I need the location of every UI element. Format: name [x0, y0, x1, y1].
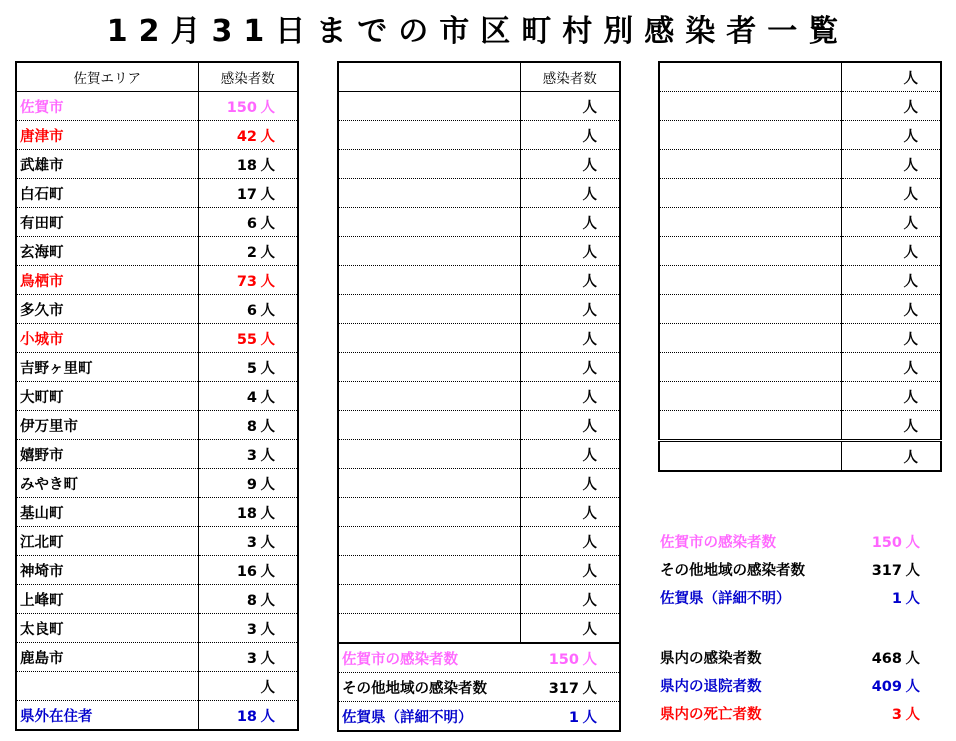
unit-label: 人: [260, 708, 275, 725]
table-row: [16, 585, 298, 614]
table-row: [659, 411, 941, 441]
table-row: [16, 179, 298, 208]
area-table-2: [337, 61, 621, 732]
case-count-cell: [841, 411, 941, 441]
unit-label: 人: [582, 389, 597, 406]
case-count-cell: [198, 324, 298, 353]
table-row: [16, 411, 298, 440]
unit-label: 人: [903, 360, 918, 377]
table-row: [16, 237, 298, 266]
unit-label: 人: [903, 157, 918, 174]
header-area: 佐賀エリア: [16, 62, 198, 92]
table-row: [659, 237, 941, 266]
area-name: [338, 295, 520, 324]
area-name: 鳥栖市: [16, 266, 198, 295]
case-count-cell: [520, 237, 620, 266]
area-name: 有田町: [16, 208, 198, 237]
table-row: [338, 382, 620, 411]
unit-label: 人: [582, 418, 597, 435]
table-row: [338, 237, 620, 266]
unit-label: 人: [905, 650, 920, 667]
case-count-cell: [520, 382, 620, 411]
case-count-cell: [198, 411, 298, 440]
table-row: [16, 353, 298, 382]
table-header: [338, 62, 620, 92]
unit-label: 人: [905, 534, 920, 551]
case-count-cell: [520, 469, 620, 498]
table-row: [338, 208, 620, 237]
case-count-cell: [850, 583, 942, 611]
case-count: 18: [236, 157, 257, 174]
unit-label: 人: [903, 99, 918, 116]
area-name: [338, 411, 520, 440]
unit-label: 人: [903, 389, 918, 406]
unit-label: 人: [260, 302, 275, 319]
table-row: [338, 411, 620, 440]
table-row: [338, 150, 620, 179]
area-name: [659, 121, 841, 150]
table-row: [338, 92, 620, 121]
case-count-cell: [520, 208, 620, 237]
case-count-cell: [198, 527, 298, 556]
area-name: [338, 469, 520, 498]
case-count: 3: [246, 534, 257, 551]
case-count: 17: [236, 186, 257, 203]
case-count-cell: [850, 643, 942, 671]
area-name: [338, 556, 520, 585]
case-count: 468: [871, 650, 902, 667]
case-count-cell: [520, 614, 620, 644]
table-row: [16, 614, 298, 643]
summary-group-2: [660, 643, 942, 727]
table-row: [16, 498, 298, 527]
table-row: [338, 614, 620, 644]
area-name: [338, 92, 520, 121]
table-row: [16, 266, 298, 295]
unit-label: 人: [582, 447, 597, 464]
table-row: [659, 208, 941, 237]
case-count-cell: [520, 353, 620, 382]
unit-label: 人: [260, 476, 275, 493]
area-name: [338, 266, 520, 295]
summary-row: [660, 583, 942, 611]
area-name: [338, 527, 520, 556]
table-row: [16, 208, 298, 237]
unit-label: 人: [260, 244, 275, 261]
area-name: [659, 411, 841, 441]
summary-row: [660, 555, 942, 583]
unit-label: 人: [582, 680, 597, 697]
area-name: その他地域の感染者数: [338, 673, 520, 702]
unit-label: 人: [260, 186, 275, 203]
case-count-cell: [198, 643, 298, 672]
case-count-cell: [841, 382, 941, 411]
case-count: 150: [548, 651, 579, 668]
unit-label: 人: [582, 186, 597, 203]
table-row: [659, 353, 941, 382]
case-count-cell: [850, 555, 942, 583]
unit-label: 人: [260, 99, 275, 116]
case-count-cell: [198, 150, 298, 179]
table-row: [338, 353, 620, 382]
area-name: [338, 498, 520, 527]
table-row: [16, 92, 298, 121]
table-row: [659, 295, 941, 324]
area-name: [338, 382, 520, 411]
case-count: 3: [246, 621, 257, 638]
area-name: 県外在住者: [16, 701, 198, 731]
unit-label: 人: [905, 590, 920, 607]
case-count-cell: [841, 237, 941, 266]
unit-label: 人: [903, 449, 918, 466]
area-name: [338, 440, 520, 469]
unit-label: 人: [582, 244, 597, 261]
unit-label: 人: [903, 244, 918, 261]
area-name: 佐賀市の感染者数: [660, 534, 776, 551]
area-name: [338, 237, 520, 266]
unit-label: 人: [260, 592, 275, 609]
area-name: [659, 382, 841, 411]
table-row: [16, 643, 298, 672]
case-count-cell: [198, 382, 298, 411]
case-count: 55: [236, 331, 257, 348]
area-name: 佐賀市: [16, 92, 198, 121]
case-count-cell: [198, 672, 298, 701]
case-count-cell: [198, 469, 298, 498]
area-name: [659, 353, 841, 382]
case-count-cell: [198, 440, 298, 469]
unit-label: 人: [582, 157, 597, 174]
case-count: 3: [246, 447, 257, 464]
summary-row: [338, 673, 620, 702]
case-count-cell: [520, 673, 620, 702]
case-count-cell: [841, 121, 941, 150]
case-count-cell: [198, 237, 298, 266]
area-name: [659, 150, 841, 179]
case-count-cell: [198, 121, 298, 150]
table-row: [16, 324, 298, 353]
case-count: 9: [246, 476, 257, 493]
area-name: 鹿島市: [16, 643, 198, 672]
case-count: 1: [891, 590, 902, 607]
table-row: [338, 266, 620, 295]
area-name: 県内の退院者数: [660, 678, 762, 695]
case-count-cell: [850, 699, 942, 727]
table-row: [338, 585, 620, 614]
table-row: [16, 382, 298, 411]
unit-label: 人: [582, 128, 597, 145]
table-row: [659, 266, 941, 295]
table-row: [338, 440, 620, 469]
case-count: 8: [246, 592, 257, 609]
unit-label: 人: [903, 186, 918, 203]
case-count-cell: [850, 671, 942, 699]
area-name: [338, 150, 520, 179]
header-count: 感染者数: [198, 62, 298, 92]
case-count-cell: [198, 556, 298, 585]
case-count-cell: [520, 295, 620, 324]
case-count-cell: [198, 208, 298, 237]
case-count-cell: [520, 324, 620, 353]
case-count-cell: [520, 702, 620, 732]
case-count: 4: [246, 389, 257, 406]
table-row: [338, 527, 620, 556]
case-count: 2: [246, 244, 257, 261]
table-row: [16, 672, 298, 701]
table-row: [659, 441, 941, 472]
table-row: [338, 498, 620, 527]
summary-row: [660, 671, 942, 699]
case-count-cell: [841, 150, 941, 179]
area-name: [659, 324, 841, 353]
summary-row: [660, 699, 942, 727]
unit-label: 人: [260, 563, 275, 580]
area-name: [659, 208, 841, 237]
case-count-cell: [198, 179, 298, 208]
unit-label: 人: [905, 562, 920, 579]
case-count: 3: [891, 706, 902, 723]
area-name: 大町町: [16, 382, 198, 411]
case-count: 317: [871, 562, 902, 579]
case-count-cell: [850, 527, 942, 555]
area-name: 県内の感染者数: [660, 650, 762, 667]
unit-label: 人: [260, 389, 275, 406]
unit-label: 人: [903, 302, 918, 319]
unit-label: 人: [260, 447, 275, 464]
case-count-cell: [841, 92, 941, 121]
unit-label: 人: [260, 418, 275, 435]
unit-label: 人: [582, 651, 597, 668]
summary-row: [660, 527, 942, 555]
unit-label: 人: [260, 331, 275, 348]
summary-row: [660, 643, 942, 671]
case-count-cell: [520, 266, 620, 295]
case-count: 1: [568, 709, 579, 726]
case-count-cell: [520, 527, 620, 556]
unit-label: 人: [582, 505, 597, 522]
area-name: [659, 237, 841, 266]
area-name: 佐賀県（詳細不明）: [342, 709, 473, 726]
summary-row: [338, 643, 620, 673]
case-count-cell: [198, 498, 298, 527]
area-name: [338, 208, 520, 237]
case-count: 73: [236, 273, 257, 290]
case-count-cell: [841, 295, 941, 324]
area-name: [338, 614, 520, 644]
area-name: 唐津市: [16, 121, 198, 150]
table-header: [16, 62, 298, 92]
unit-label: 人: [582, 621, 597, 638]
unit-label: 人: [260, 215, 275, 232]
area-name: 基山町: [16, 498, 198, 527]
case-count-cell: [520, 179, 620, 208]
case-count: 18: [236, 505, 257, 522]
table-row: [16, 121, 298, 150]
area-name: [16, 672, 198, 701]
unit-label: 人: [582, 302, 597, 319]
area-name: みやき町: [16, 469, 198, 498]
header-area: [338, 62, 520, 92]
unit-label: 人: [903, 70, 918, 87]
table-row: [659, 382, 941, 411]
area-name: [338, 121, 520, 150]
case-count-cell: [520, 150, 620, 179]
case-count-cell: [520, 440, 620, 469]
table-row: [338, 121, 620, 150]
unit-label: 人: [260, 360, 275, 377]
case-count: 3: [246, 650, 257, 667]
case-count-cell: [841, 266, 941, 295]
table-row: [659, 324, 941, 353]
area-name: [659, 62, 841, 92]
table-row: [659, 92, 941, 121]
table-row: [338, 469, 620, 498]
case-count-cell: [841, 179, 941, 208]
case-count-cell: [198, 585, 298, 614]
area-name: 神埼市: [16, 556, 198, 585]
table-row: [338, 324, 620, 353]
case-count-cell: [198, 701, 298, 731]
table-row: [16, 440, 298, 469]
area-name: 吉野ヶ里町: [16, 353, 198, 382]
area-name: [659, 92, 841, 121]
case-count-cell: [841, 324, 941, 353]
unit-label: 人: [260, 534, 275, 551]
unit-label: 人: [903, 331, 918, 348]
case-count: 8: [246, 418, 257, 435]
case-count: 317: [548, 680, 579, 697]
table-row: [659, 150, 941, 179]
case-count: 42: [236, 128, 257, 145]
summary-group-1: [660, 527, 942, 611]
case-count-cell: [198, 266, 298, 295]
area-name: 県内の死亡者数: [660, 706, 762, 723]
case-count: 6: [246, 302, 257, 319]
case-count-cell: [841, 441, 941, 472]
area-name: 小城市: [16, 324, 198, 353]
case-count: 409: [871, 678, 902, 695]
area-name: 多久市: [16, 295, 198, 324]
unit-label: 人: [260, 621, 275, 638]
area-name: 嬉野市: [16, 440, 198, 469]
unit-label: 人: [260, 505, 275, 522]
unit-label: 人: [582, 476, 597, 493]
unit-label: 人: [582, 534, 597, 551]
case-count-cell: [198, 614, 298, 643]
table-row: [16, 295, 298, 324]
area-name: [338, 353, 520, 382]
unit-label: 人: [582, 709, 597, 726]
table-row: [16, 469, 298, 498]
area-name: 武雄市: [16, 150, 198, 179]
table-row: [659, 62, 941, 92]
table-row: [338, 179, 620, 208]
case-count: 6: [246, 215, 257, 232]
area-name: 上峰町: [16, 585, 198, 614]
case-count-cell: [520, 498, 620, 527]
unit-label: 人: [260, 273, 275, 290]
table-row: [16, 527, 298, 556]
case-count-cell: [520, 92, 620, 121]
area-name: [659, 295, 841, 324]
area-table-3: [658, 61, 942, 472]
unit-label: 人: [260, 650, 275, 667]
area-name: [338, 179, 520, 208]
area-name: [659, 266, 841, 295]
case-count-cell: [520, 585, 620, 614]
table-row: [16, 150, 298, 179]
unit-label: 人: [582, 273, 597, 290]
case-count: 16: [236, 563, 257, 580]
summary-row: [338, 702, 620, 732]
case-count: 5: [246, 360, 257, 377]
unit-label: 人: [903, 418, 918, 435]
unit-label: 人: [260, 157, 275, 174]
unit-label: 人: [582, 331, 597, 348]
unit-label: 人: [903, 215, 918, 232]
table-row: [16, 556, 298, 585]
unit-label: 人: [260, 679, 275, 696]
table-row: [338, 295, 620, 324]
area-name: その他地域の感染者数: [660, 562, 805, 579]
area-name: [659, 179, 841, 208]
case-count-cell: [520, 643, 620, 673]
unit-label: 人: [582, 360, 597, 377]
unit-label: 人: [905, 706, 920, 723]
case-count: 150: [226, 99, 257, 116]
page-title: 12月31日までの市区町村別感染者一覧: [106, 14, 850, 49]
area-name: [659, 441, 841, 472]
area-name: 佐賀県（詳細不明）: [660, 590, 791, 607]
case-count: 150: [871, 534, 902, 551]
unit-label: 人: [582, 215, 597, 232]
case-count-cell: [841, 353, 941, 382]
case-count-cell: [520, 121, 620, 150]
area-name: 太良町: [16, 614, 198, 643]
case-count-cell: [520, 556, 620, 585]
area-name: 玄海町: [16, 237, 198, 266]
area-name: 伊万里市: [16, 411, 198, 440]
case-count-cell: [198, 295, 298, 324]
table-row: [338, 556, 620, 585]
unit-label: 人: [260, 128, 275, 145]
unit-label: 人: [905, 678, 920, 695]
case-count: 18: [236, 708, 257, 725]
case-count-cell: [198, 92, 298, 121]
area-table-1: [15, 61, 299, 731]
case-count-cell: [841, 208, 941, 237]
unit-label: 人: [582, 563, 597, 580]
table-row: [659, 121, 941, 150]
case-count-cell: [198, 353, 298, 382]
header-count: 感染者数: [520, 62, 620, 92]
area-name: 佐賀市の感染者数: [338, 643, 520, 673]
unit-label: 人: [903, 273, 918, 290]
area-name: [338, 585, 520, 614]
unit-label: 人: [582, 99, 597, 116]
area-name: 江北町: [16, 527, 198, 556]
table-row: [16, 701, 298, 731]
case-count-cell: [520, 411, 620, 440]
table-row: [659, 179, 941, 208]
unit-label: 人: [903, 128, 918, 145]
area-name: 白石町: [16, 179, 198, 208]
area-name: [338, 324, 520, 353]
case-count-cell: [841, 62, 941, 92]
unit-label: 人: [582, 592, 597, 609]
